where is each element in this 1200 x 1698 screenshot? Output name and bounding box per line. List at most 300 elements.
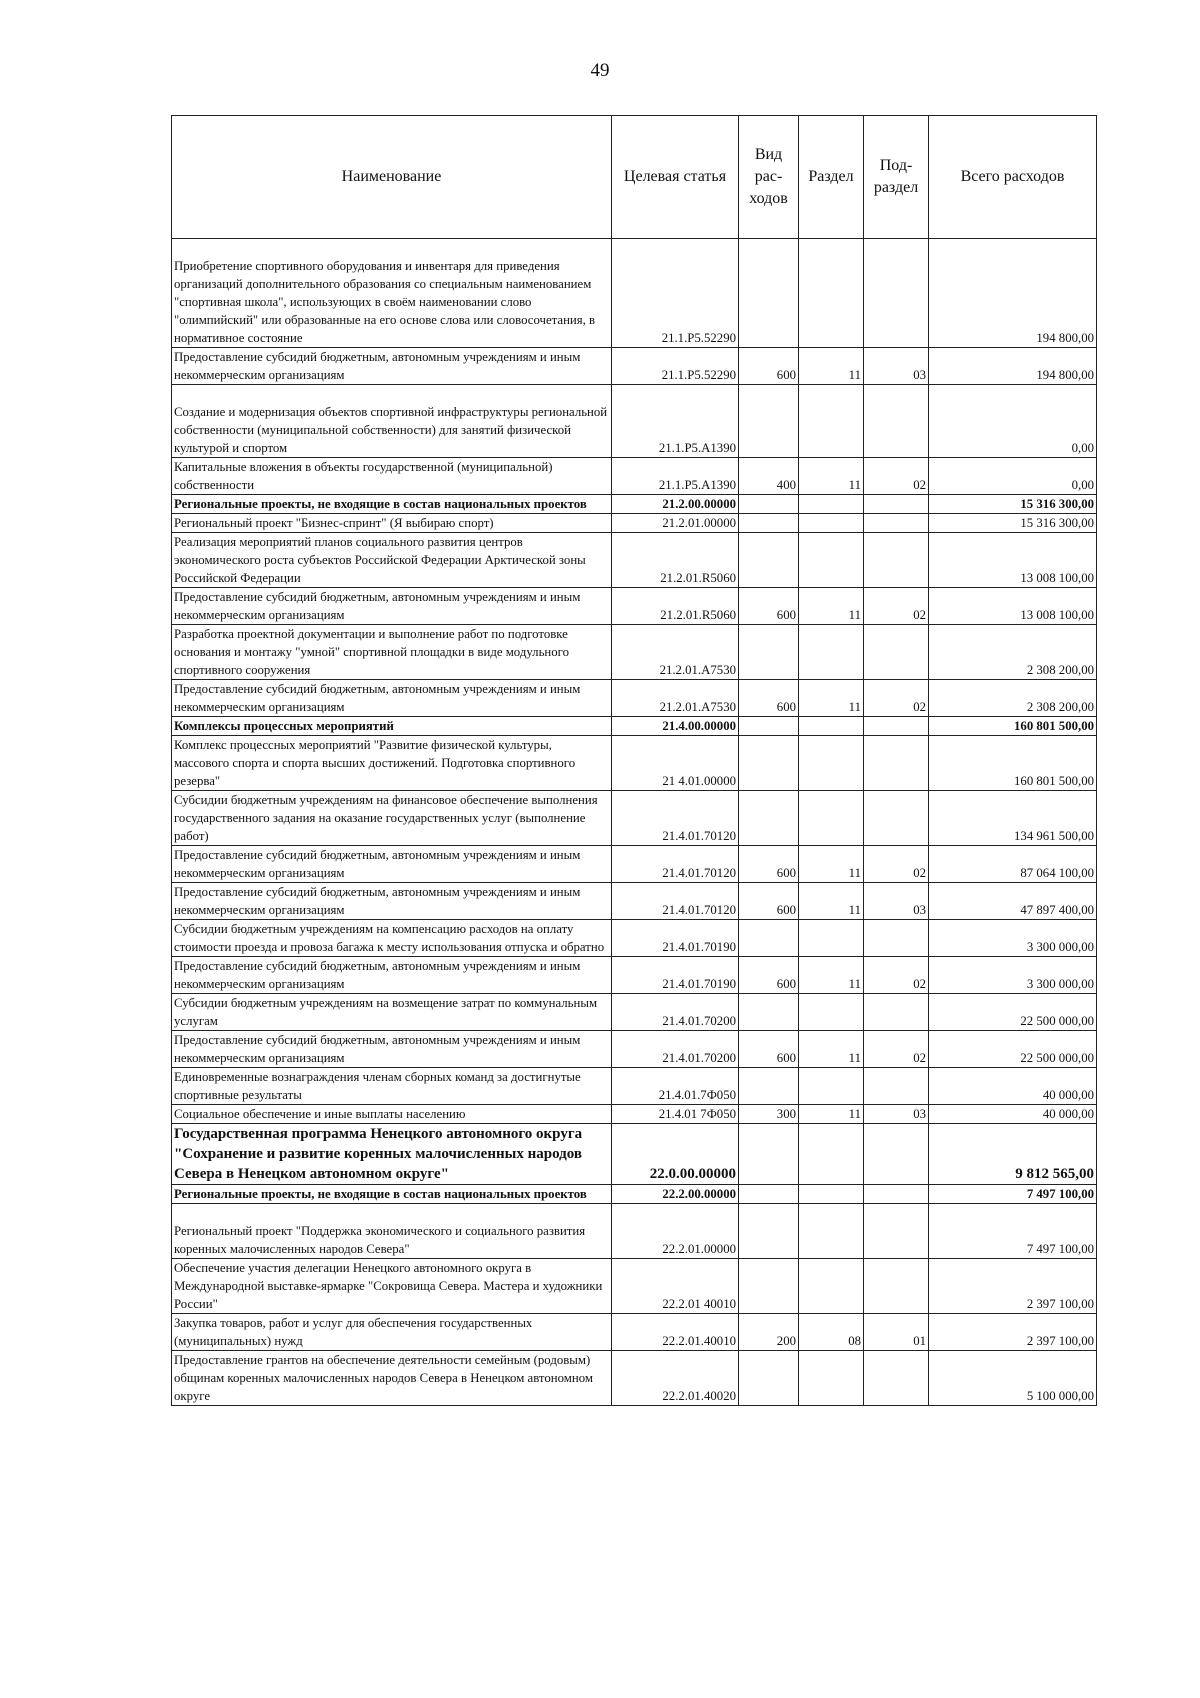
cell-name <box>172 385 612 458</box>
cell-code <box>612 385 739 458</box>
cell-podrazdel <box>864 717 929 736</box>
cell-text: 21.4.01 7Ф050 <box>658 1107 736 1121</box>
cell-text: Субсидии бюджетным учреждениям на возмещение затрат по коммунальным услугам <box>174 996 598 1028</box>
cell-razdel <box>799 994 864 1031</box>
cell-text: Региональный проект "Бизнес-спринт" (Я выбираю спорт) <box>174 516 494 530</box>
cell-name <box>172 625 612 680</box>
cell-razdel <box>799 1124 864 1185</box>
cell-vid <box>739 1068 799 1105</box>
cell-name <box>172 588 612 625</box>
cell-text: Закупка товаров, работ и услуг для обеспечения государственных (муниципальных) нужд <box>174 1316 533 1348</box>
cell-code <box>612 348 739 385</box>
cell-text: 21.1.P5.52290 <box>661 331 736 345</box>
cell-text: 600 <box>776 608 796 622</box>
header-code: Целевая статья <box>612 116 739 239</box>
cell-podrazdel <box>864 1351 929 1406</box>
cell-podrazdel <box>864 348 929 385</box>
cell-razdel <box>799 791 864 846</box>
cell-total <box>929 588 1097 625</box>
table-row <box>172 883 1097 920</box>
cell-podrazdel <box>864 458 929 495</box>
cell-text: Комплексы процессных мероприятий <box>174 719 394 733</box>
cell-text: 02 <box>913 700 926 714</box>
cell-text: 21.4.01.70190 <box>662 977 736 991</box>
cell-text: 21.4.00.00000 <box>662 719 736 733</box>
cell-name <box>172 1351 612 1406</box>
cell-total <box>929 1314 1097 1351</box>
cell-text: 21.1.P5.A1390 <box>658 478 736 492</box>
cell-name <box>172 994 612 1031</box>
cell-code <box>612 846 739 883</box>
cell-razdel <box>799 1105 864 1124</box>
cell-vid <box>739 680 799 717</box>
cell-text: 134 961 500,00 <box>1014 829 1094 843</box>
budget-table <box>171 115 1097 1406</box>
cell-code <box>612 1068 739 1105</box>
cell-podrazdel <box>864 1068 929 1105</box>
cell-total <box>929 385 1097 458</box>
cell-razdel <box>799 680 864 717</box>
cell-name <box>172 458 612 495</box>
cell-text: Предоставление субсидий бюджетным, автономным учреждениям и иным некоммерческим организациям <box>174 885 581 917</box>
cell-razdel <box>799 495 864 514</box>
cell-vid <box>739 1204 799 1259</box>
cell-razdel <box>799 1351 864 1406</box>
cell-text: 2 308 200,00 <box>1026 663 1094 677</box>
cell-code <box>612 1259 739 1314</box>
table-row <box>172 514 1097 533</box>
cell-text: 22.2.01 40010 <box>662 1297 736 1311</box>
table-row <box>172 957 1097 994</box>
cell-code <box>612 1124 739 1185</box>
cell-name <box>172 348 612 385</box>
table-row <box>172 1185 1097 1204</box>
cell-total <box>929 717 1097 736</box>
cell-total <box>929 514 1097 533</box>
cell-vid <box>739 348 799 385</box>
cell-code <box>612 1031 739 1068</box>
table-row <box>172 1031 1097 1068</box>
cell-text: 3 300 000,00 <box>1026 940 1094 954</box>
header-podrazdel: Под- раздел <box>864 116 929 239</box>
cell-text: 7 497 100,00 <box>1026 1242 1094 1256</box>
cell-podrazdel <box>864 533 929 588</box>
cell-text: 22 500 000,00 <box>1020 1051 1094 1065</box>
cell-text: 15 316 300,00 <box>1020 497 1094 511</box>
table-row <box>172 1204 1097 1259</box>
cell-spacer <box>174 239 609 257</box>
cell-podrazdel <box>864 385 929 458</box>
cell-total <box>929 994 1097 1031</box>
cell-total <box>929 1185 1097 1204</box>
table-body <box>172 239 1097 1406</box>
cell-podrazdel <box>864 1105 929 1124</box>
cell-razdel <box>799 458 864 495</box>
cell-code <box>612 588 739 625</box>
cell-name <box>172 957 612 994</box>
table-row <box>172 717 1097 736</box>
table-row <box>172 1351 1097 1406</box>
cell-razdel <box>799 957 864 994</box>
cell-text: Создание и модернизация объектов спортивной инфраструктуры региональной собственности (муниципальной собственности) для занятий физической культурой и спортом <box>174 405 608 455</box>
cell-name <box>172 791 612 846</box>
cell-text: 2 397 100,00 <box>1026 1334 1094 1348</box>
cell-text: 21.2.01.A7530 <box>659 700 736 714</box>
cell-vid <box>739 1314 799 1351</box>
cell-text: 22.2.00.00000 <box>662 1187 736 1201</box>
cell-podrazdel <box>864 239 929 348</box>
cell-total <box>929 736 1097 791</box>
cell-vid <box>739 1031 799 1068</box>
cell-text: Субсидии бюджетным учреждениям на компенсацию расходов на оплату стоимости проезда и провоза багажа к месту использования отпуска и обратно <box>174 922 605 954</box>
cell-name <box>172 1068 612 1105</box>
table-row <box>172 385 1097 458</box>
cell-text: Единовременные вознаграждения членам сборных команд за достигнутые спортивные результаты <box>174 1070 581 1102</box>
cell-text: Предоставление субсидий бюджетным, автономным учреждениям и иным некоммерческим организациям <box>174 350 581 382</box>
cell-code <box>612 625 739 680</box>
cell-total <box>929 495 1097 514</box>
cell-podrazdel <box>864 1314 929 1351</box>
cell-razdel <box>799 1031 864 1068</box>
cell-vid <box>739 495 799 514</box>
table-row <box>172 348 1097 385</box>
cell-code <box>612 495 739 514</box>
cell-text: 11 <box>848 368 861 382</box>
cell-razdel <box>799 736 864 791</box>
cell-razdel <box>799 883 864 920</box>
cell-text: 11 <box>848 700 861 714</box>
cell-text: Обеспечение участия делегации Ненецкого автономного округа в Международной выставке-ярмарке "Сокровища Севера. Мастера и художники России" <box>174 1261 603 1311</box>
cell-text: 40 000,00 <box>1042 1088 1094 1102</box>
cell-total <box>929 957 1097 994</box>
cell-razdel <box>799 385 864 458</box>
cell-text: 300 <box>776 1107 796 1121</box>
cell-podrazdel <box>864 1031 929 1068</box>
cell-vid <box>739 239 799 348</box>
cell-text: Реализация мероприятий планов социального развития центров экономического роста субъектов Российской Федерации Арктической зоны Российской Федерации <box>174 535 586 585</box>
header-total: Всего расходов <box>929 116 1097 239</box>
cell-vid <box>739 588 799 625</box>
cell-text: 02 <box>913 608 926 622</box>
cell-razdel <box>799 1185 864 1204</box>
cell-text: 200 <box>776 1334 796 1348</box>
cell-total <box>929 458 1097 495</box>
cell-text: 2 397 100,00 <box>1026 1297 1094 1311</box>
cell-text: 160 801 500,00 <box>1014 774 1094 788</box>
cell-vid <box>739 791 799 846</box>
cell-text: 400 <box>776 478 796 492</box>
cell-podrazdel <box>864 588 929 625</box>
cell-text: Предоставление грантов на обеспечение деятельности семейным (родовым) общинам коренных малочисленных народов Севера в Ненецком автономном округе <box>174 1353 593 1403</box>
cell-name <box>172 680 612 717</box>
cell-code <box>612 514 739 533</box>
cell-text: 02 <box>913 478 926 492</box>
cell-vid <box>739 1105 799 1124</box>
cell-total <box>929 625 1097 680</box>
cell-text: 21.4.01.70190 <box>662 940 736 954</box>
cell-text: Государственная программа Ненецкого автономного округа "Сохранение и развитие коренных малочисленных народов Севера в Ненецком автономном округе" <box>174 1126 583 1182</box>
cell-vid <box>739 920 799 957</box>
cell-text: 21.2.01.00000 <box>662 516 736 530</box>
page-number: 49 <box>590 60 610 81</box>
cell-vid <box>739 625 799 680</box>
table-row <box>172 994 1097 1031</box>
cell-text: 3 300 000,00 <box>1026 977 1094 991</box>
table-row <box>172 1314 1097 1351</box>
table-row <box>172 920 1097 957</box>
cell-vid <box>739 957 799 994</box>
cell-podrazdel <box>864 514 929 533</box>
cell-total <box>929 1068 1097 1105</box>
cell-total <box>929 1124 1097 1185</box>
cell-text: 0,00 <box>1071 441 1094 455</box>
cell-podrazdel <box>864 846 929 883</box>
cell-text: 21.1.P5.52290 <box>661 368 736 382</box>
cell-text: 02 <box>913 866 926 880</box>
cell-code <box>612 458 739 495</box>
cell-total <box>929 1204 1097 1259</box>
cell-text: 47 897 400,00 <box>1020 903 1094 917</box>
table-row <box>172 736 1097 791</box>
cell-vid <box>739 385 799 458</box>
cell-total <box>929 920 1097 957</box>
cell-name <box>172 1185 612 1204</box>
cell-text: 9 812 565,00 <box>1015 1166 1094 1182</box>
header-razdel: Раздел <box>799 116 864 239</box>
cell-total <box>929 239 1097 348</box>
cell-code <box>612 1204 739 1259</box>
cell-code <box>612 957 739 994</box>
cell-code <box>612 239 739 348</box>
cell-name <box>172 846 612 883</box>
cell-podrazdel <box>864 1124 929 1185</box>
cell-text: 22.0.00.00000 <box>649 1166 736 1182</box>
cell-text: Социальное обеспечение и иные выплаты населению <box>174 1107 466 1121</box>
table-row <box>172 588 1097 625</box>
cell-vid <box>739 1259 799 1314</box>
cell-razdel <box>799 514 864 533</box>
table-row <box>172 791 1097 846</box>
cell-text: 01 <box>913 1334 926 1348</box>
cell-text: 2 308 200,00 <box>1026 700 1094 714</box>
header-vid: Вид рас- ходов <box>739 116 799 239</box>
cell-text: Региональные проекты, не входящие в состав национальных проектов <box>174 497 587 511</box>
cell-razdel <box>799 717 864 736</box>
cell-text: 194 800,00 <box>1036 368 1094 382</box>
cell-text: Комплекс процессных мероприятий "Развитие физической культуры, массового спорта и спорта высших достижений. Подготовка спортивного резерва" <box>174 738 576 788</box>
cell-podrazdel <box>864 736 929 791</box>
cell-text: 5 100 000,00 <box>1026 1389 1094 1403</box>
cell-text: 21.4.01.70120 <box>662 866 736 880</box>
cell-total <box>929 846 1097 883</box>
cell-podrazdel <box>864 1204 929 1259</box>
cell-text: 22.2.01.40010 <box>662 1334 736 1348</box>
cell-text: 21.2.01.A7530 <box>659 663 736 677</box>
cell-podrazdel <box>864 883 929 920</box>
cell-code <box>612 1314 739 1351</box>
cell-razdel <box>799 920 864 957</box>
cell-vid <box>739 883 799 920</box>
cell-text: Субсидии бюджетным учреждениям на финансовое обеспечение выполнения государственного задания на оказание государственных услуг (выполнение работ) <box>174 793 598 843</box>
cell-code <box>612 533 739 588</box>
table-header-row <box>172 116 1097 239</box>
cell-name <box>172 1031 612 1068</box>
table-row <box>172 533 1097 588</box>
cell-code <box>612 717 739 736</box>
cell-text: Предоставление субсидий бюджетным, автономным учреждениям и иным некоммерческим организациям <box>174 1033 581 1065</box>
cell-text: 11 <box>848 478 861 492</box>
cell-razdel <box>799 348 864 385</box>
cell-razdel <box>799 239 864 348</box>
cell-text: 11 <box>848 977 861 991</box>
cell-spacer <box>174 385 609 403</box>
cell-code <box>612 680 739 717</box>
cell-text: 08 <box>848 1334 861 1348</box>
cell-code <box>612 920 739 957</box>
cell-podrazdel <box>864 1259 929 1314</box>
cell-text: 21.4.01.7Ф050 <box>658 1088 736 1102</box>
cell-text: 0,00 <box>1071 478 1094 492</box>
cell-text: Предоставление субсидий бюджетным, автономным учреждениям и иным некоммерческим организациям <box>174 959 581 991</box>
cell-text: Приобретение спортивного оборудования и инвентаря для приведения организаций дополнительного образования со специальным наименованием "спортивная школа", использующих в своём наименовании слово "олимпийский" или образованные на его основе слова или словосочетания, в нормативное состояние <box>174 259 596 345</box>
cell-text: 7 497 100,00 <box>1026 1187 1094 1201</box>
cell-code <box>612 1105 739 1124</box>
cell-vid <box>739 846 799 883</box>
cell-total <box>929 1031 1097 1068</box>
cell-text: 11 <box>848 1051 861 1065</box>
cell-name <box>172 1105 612 1124</box>
cell-podrazdel <box>864 625 929 680</box>
cell-text: 21.4.01.70200 <box>662 1014 736 1028</box>
cell-text: 160 801 500,00 <box>1014 719 1094 733</box>
cell-name <box>172 920 612 957</box>
cell-text: Капитальные вложения в объекты государственной (муниципальной) собственности <box>174 460 553 492</box>
cell-spacer <box>174 1204 609 1222</box>
cell-text: 21.4.01.70120 <box>662 903 736 917</box>
cell-podrazdel <box>864 495 929 514</box>
cell-razdel <box>799 846 864 883</box>
table-row <box>172 1124 1097 1185</box>
cell-text: 600 <box>776 700 796 714</box>
cell-text: 13 008 100,00 <box>1020 608 1094 622</box>
cell-text: 600 <box>776 368 796 382</box>
table-row <box>172 239 1097 348</box>
cell-text: 22.2.01.00000 <box>662 1242 736 1256</box>
cell-text: 600 <box>776 977 796 991</box>
cell-text: 21.4.01.70120 <box>662 829 736 843</box>
cell-text: 21 4.01.00000 <box>662 774 736 788</box>
cell-text: 11 <box>848 1107 861 1121</box>
cell-name <box>172 239 612 348</box>
table-row <box>172 625 1097 680</box>
cell-text: 40 000,00 <box>1042 1107 1094 1121</box>
cell-text: 21.2.01.R5060 <box>660 571 736 585</box>
cell-vid <box>739 1185 799 1204</box>
table-row <box>172 680 1097 717</box>
cell-vid <box>739 514 799 533</box>
cell-razdel <box>799 1314 864 1351</box>
cell-text: 600 <box>776 1051 796 1065</box>
cell-text: 22.2.01.40020 <box>662 1389 736 1403</box>
cell-text: 02 <box>913 1051 926 1065</box>
cell-text: 15 316 300,00 <box>1020 516 1094 530</box>
cell-razdel <box>799 588 864 625</box>
table-row <box>172 1259 1097 1314</box>
cell-text: 11 <box>848 903 861 917</box>
cell-name <box>172 717 612 736</box>
cell-razdel <box>799 1259 864 1314</box>
cell-vid <box>739 736 799 791</box>
cell-razdel <box>799 533 864 588</box>
cell-total <box>929 1105 1097 1124</box>
cell-text: Предоставление субсидий бюджетным, автономным учреждениям и иным некоммерческим организациям <box>174 590 581 622</box>
cell-podrazdel <box>864 920 929 957</box>
cell-text: 02 <box>913 977 926 991</box>
cell-code <box>612 1185 739 1204</box>
table-row <box>172 495 1097 514</box>
cell-text: 03 <box>913 368 926 382</box>
cell-text: 03 <box>913 1107 926 1121</box>
cell-name <box>172 1314 612 1351</box>
cell-text: Предоставление субсидий бюджетным, автономным учреждениям и иным некоммерческим организациям <box>174 848 581 880</box>
cell-total <box>929 348 1097 385</box>
table-row <box>172 1068 1097 1105</box>
table-row <box>172 846 1097 883</box>
cell-total <box>929 883 1097 920</box>
cell-podrazdel <box>864 791 929 846</box>
cell-podrazdel <box>864 680 929 717</box>
cell-total <box>929 533 1097 588</box>
cell-podrazdel <box>864 994 929 1031</box>
cell-name <box>172 533 612 588</box>
cell-text: 600 <box>776 903 796 917</box>
cell-text: 21.4.01.70200 <box>662 1051 736 1065</box>
cell-text: 87 064 100,00 <box>1020 866 1094 880</box>
cell-text: 21.1.P5.A1390 <box>658 441 736 455</box>
cell-name <box>172 736 612 791</box>
cell-razdel <box>799 1068 864 1105</box>
cell-text: 13 008 100,00 <box>1020 571 1094 585</box>
table-row <box>172 458 1097 495</box>
table-row <box>172 1105 1097 1124</box>
cell-vid <box>739 717 799 736</box>
cell-total <box>929 791 1097 846</box>
cell-name <box>172 1204 612 1259</box>
cell-podrazdel <box>864 957 929 994</box>
cell-name <box>172 883 612 920</box>
cell-text: Региональные проекты, не входящие в состав национальных проектов <box>174 1187 587 1201</box>
cell-text: Разработка проектной документации и выполнение работ по подготовке основания и монтажу "умной" спортивной площадки в виде модульного спортивного сооружения <box>174 627 569 677</box>
cell-text: Предоставление субсидий бюджетным, автономным учреждениям и иным некоммерческим организациям <box>174 682 581 714</box>
cell-text: 11 <box>848 866 861 880</box>
cell-vid <box>739 994 799 1031</box>
cell-razdel <box>799 625 864 680</box>
cell-text: 11 <box>848 608 861 622</box>
cell-razdel <box>799 1204 864 1259</box>
cell-text: 21.2.01.R5060 <box>660 608 736 622</box>
cell-total <box>929 680 1097 717</box>
cell-name <box>172 495 612 514</box>
cell-vid <box>739 1351 799 1406</box>
cell-vid <box>739 1124 799 1185</box>
cell-total <box>929 1259 1097 1314</box>
cell-text: 21.2.00.00000 <box>662 497 736 511</box>
cell-text: Региональный проект "Поддержка экономического и социального развития коренных малочисленных народов Севера" <box>174 1224 586 1256</box>
header-name: Наименование <box>172 116 612 239</box>
cell-code <box>612 883 739 920</box>
cell-text: 600 <box>776 866 796 880</box>
cell-vid <box>739 533 799 588</box>
